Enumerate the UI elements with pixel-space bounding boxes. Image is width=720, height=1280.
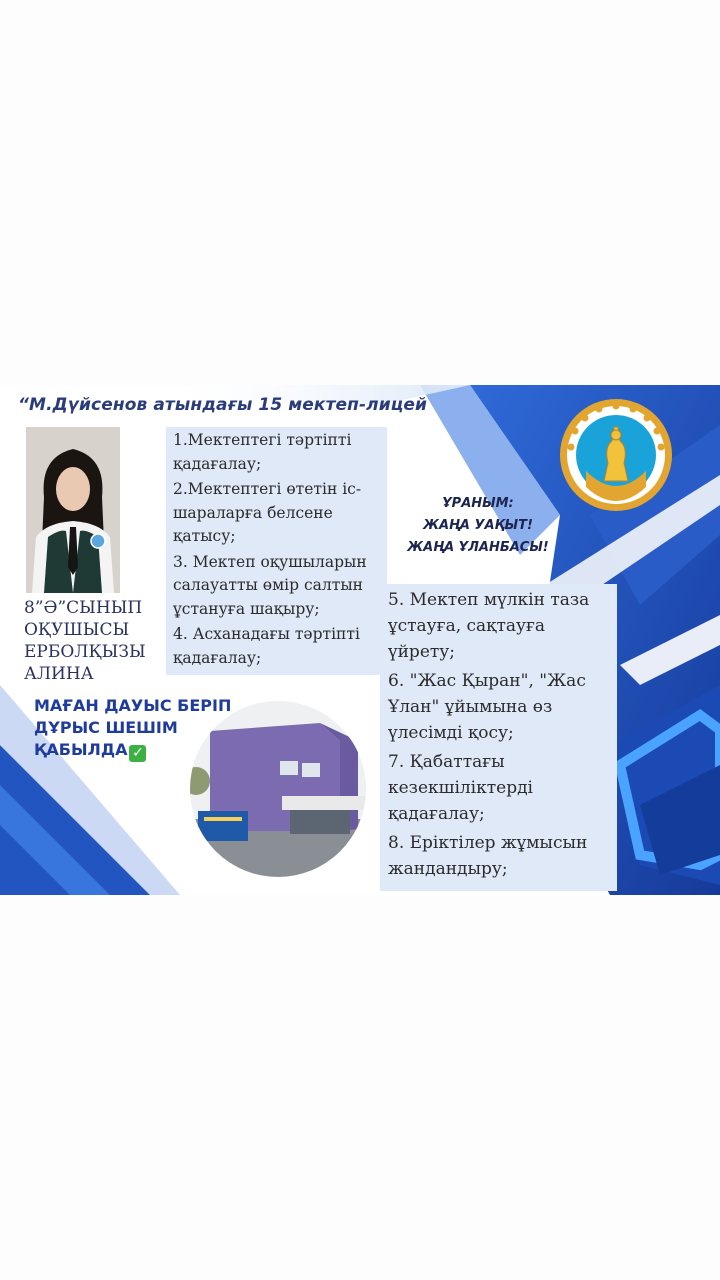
- program-item: 7. Қабаттағы кезекшіліктерді қадағалау;: [388, 752, 533, 824]
- poster-title: “М.Дүйсенов атындағы 15 мектеп-лицей: [18, 395, 428, 415]
- program-list-left: [166, 427, 387, 675]
- vote-line: МАҒАН ДАУЫС БЕРІП: [34, 696, 232, 715]
- program-list-right: [380, 584, 617, 891]
- program-item: 1.Мектептегі тәртіпті қадағалау;: [173, 431, 352, 473]
- school-building-photo: [190, 701, 366, 877]
- student-role: ОҚУШЫСЫ: [24, 620, 130, 640]
- check-mark-icon: ✓: [129, 745, 146, 762]
- student-class: 8”Ә”СЫНЫП: [24, 598, 143, 618]
- vote-line: ДҰРЫС ШЕШІМ: [34, 718, 178, 737]
- slogan-line: ЖАҢА ҰЛАНБАСЫ!: [407, 540, 549, 555]
- student-photo: [26, 427, 120, 593]
- slogan-line: ҰРАНЫМ:: [442, 496, 514, 511]
- zhas-ulan-logo: [558, 397, 674, 513]
- program-item: 2.Мектептегі өтетін іс-шараларға белсене қатысу;: [173, 480, 362, 545]
- slogan-line: ЖАҢА УАҚЫТ!: [423, 518, 533, 533]
- student-surname: ЕРБОЛҚЫЗЫ: [24, 642, 146, 662]
- program-item: 6. "Жас Қыран", "Жас Ұлан" ұйымына өз үлесімді қосу;: [388, 671, 586, 743]
- campaign-poster: [0, 385, 720, 895]
- program-item: 3. Мектеп оқушыларын салауатты өмір салтын ұстануға шақыру;: [173, 552, 367, 618]
- student-name-block: [24, 597, 164, 685]
- student-first-name: АЛИНА: [24, 664, 94, 684]
- program-item: 5. Мектеп мүлкін таза ұстауға, сақтауға үйрету;: [388, 590, 590, 662]
- slogan: [378, 493, 578, 559]
- program-item: 4. Асханадағы тәртіпті қадағалау;: [173, 625, 360, 667]
- vote-line: ҚАБЫЛДА: [34, 740, 128, 759]
- program-item: 8. Еріктілер жұмысын жандандыру;: [388, 833, 588, 879]
